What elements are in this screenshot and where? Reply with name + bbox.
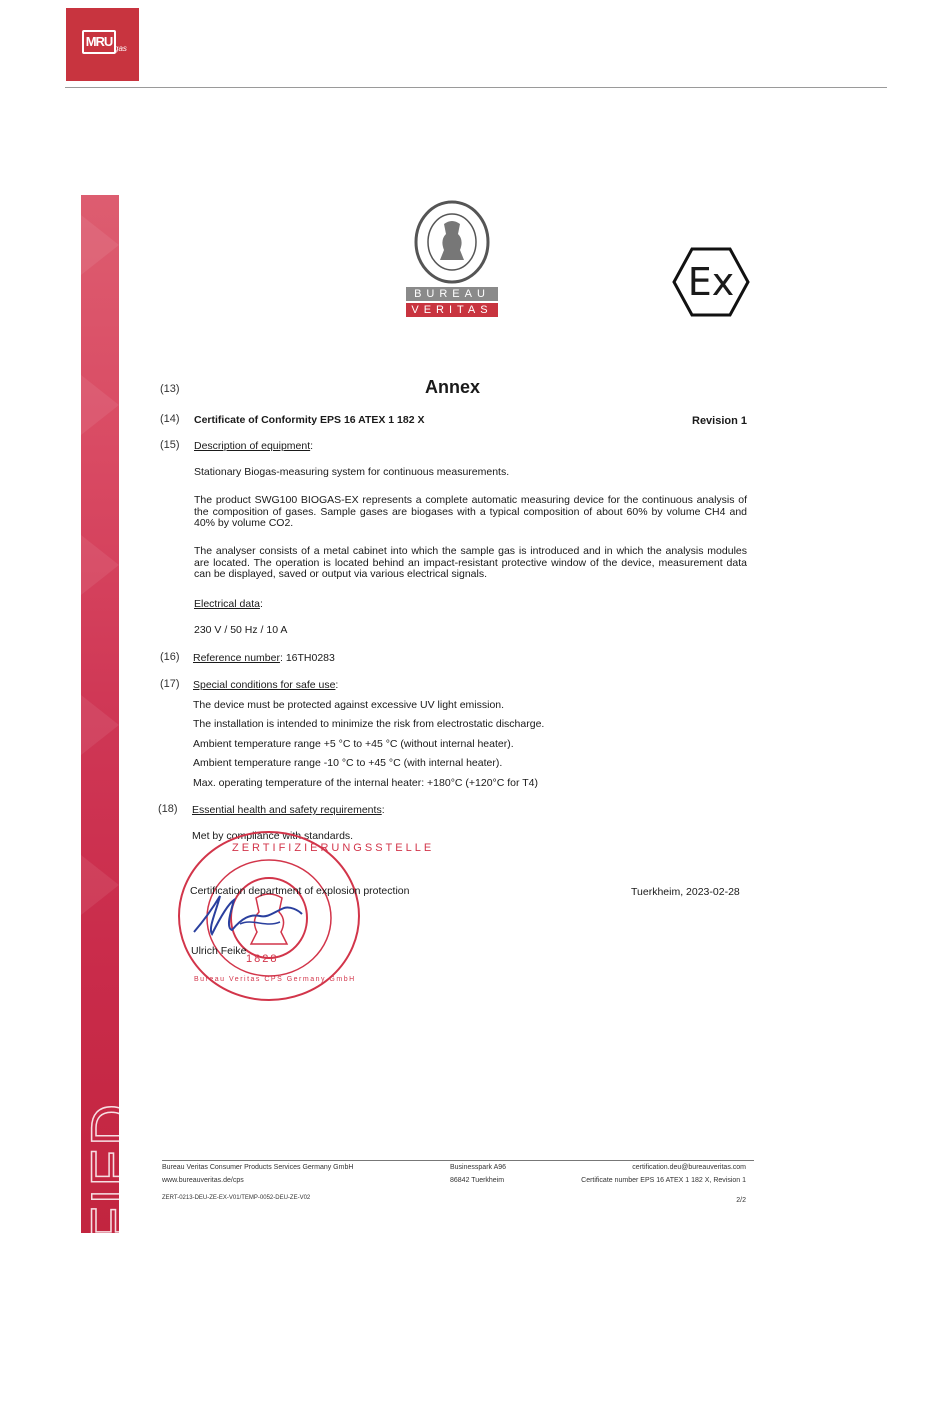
condition-item: The installation is intended to minimize the risk from electrostatic discharge. [193,718,545,730]
page-number: 2/2 [736,1197,746,1204]
revision-label: Revision 1 [692,415,748,427]
bureau-veritas-wordmark [406,287,498,317]
description-paragraph-1: Stationary Biogas-measuring system for continuous measurements. [194,466,510,478]
footer-cert-ref: Certificate number EPS 16 ATEX 1 182 X, Revision 1 [581,1177,746,1184]
stamp-year: 1828 [246,953,279,965]
requirements-text: Met by compliance with standards. [192,830,354,842]
certificate-label: Certificate of Conformity EPS 16 ATEX 1 182 X [194,414,425,426]
department-label: Certification department of explosion protection [190,885,410,897]
special-conditions-heading: Special conditions for safe use: [193,679,339,691]
section-number-16: (16) [160,651,180,663]
ex-hexagon-icon [672,246,750,318]
condition-item: Ambient temperature range -10 °C to +45 °C (with internal heater). [193,757,503,769]
footer-doc-code: ZERT-0213-DEU-ZE-EX-V01/TEMP-0052-DEU-ZE-V02 [162,1195,311,1201]
condition-item: Ambient temperature range +5 °C to +45 °C (without internal heater). [193,738,514,750]
electrical-heading: Electrical data: [194,598,263,610]
bureau-word: BUREAU [406,287,498,301]
signatory-name: Ulrich Feike [191,945,247,957]
veritas-word: VERITAS [406,303,498,317]
brand-logo-sub: gas [114,44,127,53]
section-number-13: (13) [160,383,180,395]
description-heading: Description of equipment: [194,440,314,452]
stamp-bottom-text: Bureau Veritas CPS Germany GmbH [194,976,356,983]
section-number-18: (18) [158,803,178,815]
certified-watermark-text: CERTIFIED [80,1101,145,1425]
bureau-veritas-seal [414,200,490,284]
section-number-14: (14) [160,413,180,425]
footer-email: certification.deu@bureauveritas.com [632,1164,746,1171]
footer-divider [162,1160,754,1161]
footer-company: Bureau Veritas Consumer Products Services Germany GmbH [162,1164,354,1171]
footer-website: www.bureauveritas.de/cps [162,1177,244,1184]
reference-number: Reference number: 16TH0283 [193,652,335,664]
brand-logo [66,8,139,81]
condition-item: The device must be protected against excessive UV light emission. [193,699,505,711]
ex-mark-text: Ex [687,260,735,304]
place-date: Tuerkheim, 2023-02-28 [631,886,740,898]
footer-address-1: Businesspark A96 [450,1164,507,1171]
stamp-ring-text: ZERTIFIZIERUNGSSTELLE [232,842,435,854]
condition-item: Max. operating temperature of the internal heater: +180°C (+120°C for T4) [193,777,538,789]
section-number-15: (15) [160,439,180,451]
description-paragraph-2: The product SWG100 BIOGAS-EX represents a complete automatic measuring device for the continuous analysis of the composition of gases. Sample gases are biogases with a typical composition of about 60% by volume CH4 and 40% by volume CO2. [194,494,747,529]
header-divider [65,87,887,88]
section-number-17: (17) [160,678,180,690]
page-title: Annex [425,377,481,397]
electrical-value: 230 V / 50 Hz / 10 A [194,624,288,636]
brand-logo-mark: MRU [82,30,116,54]
description-paragraph-3: The analyser consists of a metal cabinet into which the sample gas is introduced and in which the analysis modules are located. The operation is located behind an impact-resistant protective window of the device, measurement data can be displayed, saved or output via various electrical signals. [194,545,747,580]
requirements-heading: Essential health and safety requirements: [192,804,385,816]
certified-side-band [80,195,145,1425]
footer-address-2: 86842 Tuerkheim [450,1177,505,1184]
